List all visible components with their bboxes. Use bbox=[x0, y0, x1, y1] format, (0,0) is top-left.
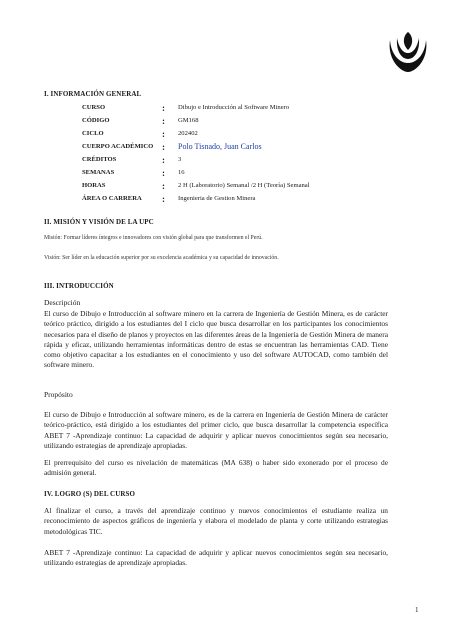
info-colon: : bbox=[162, 168, 165, 178]
info-label: CRÉDITOS bbox=[82, 156, 117, 163]
section-title-introduccion: III. INTRODUCCIÓN bbox=[44, 282, 114, 290]
vision-text: Visión: Ser líder en la educación superior por su excelencia académica y su capacidad de innovación. bbox=[44, 255, 279, 261]
info-label: CURSO bbox=[82, 104, 106, 111]
professor-name: Polo Tisnado, Juan Carlos bbox=[178, 142, 262, 151]
upc-logo-icon bbox=[385, 30, 431, 74]
section-title-mision-vision: II. MISIÓN Y VISIÓN DE LA UPC bbox=[44, 218, 154, 226]
info-label: CICLO bbox=[82, 130, 104, 137]
info-value: 2 H (Laboratorio) Semanal /2 H (Teoría) Semanal bbox=[178, 182, 310, 189]
section-title-logro: IV. LOGRO (S) DEL CURSO bbox=[44, 490, 136, 498]
section-title-informacion-general: I. INFORMACIÓN GENERAL bbox=[44, 90, 142, 98]
description-text: El curso de Dibujo e Introducción al software minero en la carrera de Ingeniería de Gestión Minera, es de carácter teórico práctico, dirigido a los estudiantes del I ciclo que busca desarrollar en los participantes los conocimientos necesarios para el diseño de planos y proyectos en las diferentes áreas de la Ingeniería de Gestión Minera de manera rápida y eficaz, utilizando herramientas informáticas dentro de estas se encuentran las herramientas CAD. Tiene como objetivo capacitar a los estudiantes en el conocimiento y uso del software AUTOCAD, como también del software minero. bbox=[44, 309, 388, 370]
info-colon: : bbox=[162, 129, 165, 139]
info-colon: : bbox=[162, 155, 165, 165]
purpose-title: Propósito bbox=[44, 390, 73, 399]
prerequisite-text: El prerrequisito del curso es nivelación de matemáticas (MA 638) o haber sido exonerado por el proceso de admisión general. bbox=[44, 458, 388, 478]
info-value: 3 bbox=[178, 156, 182, 163]
mission-text: Misión: Formar líderes íntegros e innovadores con visión global para que transformen el Perú. bbox=[44, 235, 263, 241]
page-number: 1 bbox=[415, 606, 419, 614]
info-label: HORAS bbox=[82, 182, 106, 189]
info-value: Ingenieria de Gestion Minera bbox=[178, 195, 256, 202]
info-label: ÁREA O CARRERA bbox=[82, 195, 142, 202]
abet-text: ABET 7 -Aprendizaje continuo: La capacidad de adquirir y aplicar nuevos conocimientos según sea necesario, utilizando estrategias de aprendizaje apropiadas. bbox=[44, 548, 388, 568]
info-label: CUERPO ACADÉMICO bbox=[82, 143, 154, 150]
info-value: GM168 bbox=[178, 117, 199, 124]
info-value: 202402 bbox=[178, 130, 198, 137]
info-label: SEMANAS bbox=[82, 169, 115, 176]
info-value: Dibujo e Introducción al Software Minero bbox=[178, 104, 290, 111]
info-label: CÓDIGO bbox=[82, 117, 110, 124]
purpose-text: El curso de Dibujo e Introducción al software minero, es de la carrera en Ingeniería de Gestión Minera de carácter teórico-práctico, está dirigido a los estudiantes del primer ciclo, que busca desarrollar la competencia específica ABET 7 -Aprendizaje continuo: La capacidad de adquirir y aplicar nuevos conocimientos según sea necesario, utilizando estrategias de aprendizaje apropiadas. bbox=[44, 410, 388, 450]
info-value: 16 bbox=[178, 169, 185, 176]
info-colon: : bbox=[162, 116, 165, 126]
info-colon: : bbox=[162, 142, 165, 152]
info-colon: : bbox=[162, 181, 165, 191]
info-colon: : bbox=[162, 194, 165, 204]
logro-text: Al finalizar el curso, a través del aprendizaje continuo y nuevos conocimientos el estudiante realiza un reconocimiento de aspectos gráficos de ingeniería y elabora el modelado de planta y corte utilizando estrategias metodológicas TIC. bbox=[44, 506, 388, 536]
description-title: Descripción bbox=[44, 298, 81, 307]
info-colon: : bbox=[162, 103, 165, 113]
